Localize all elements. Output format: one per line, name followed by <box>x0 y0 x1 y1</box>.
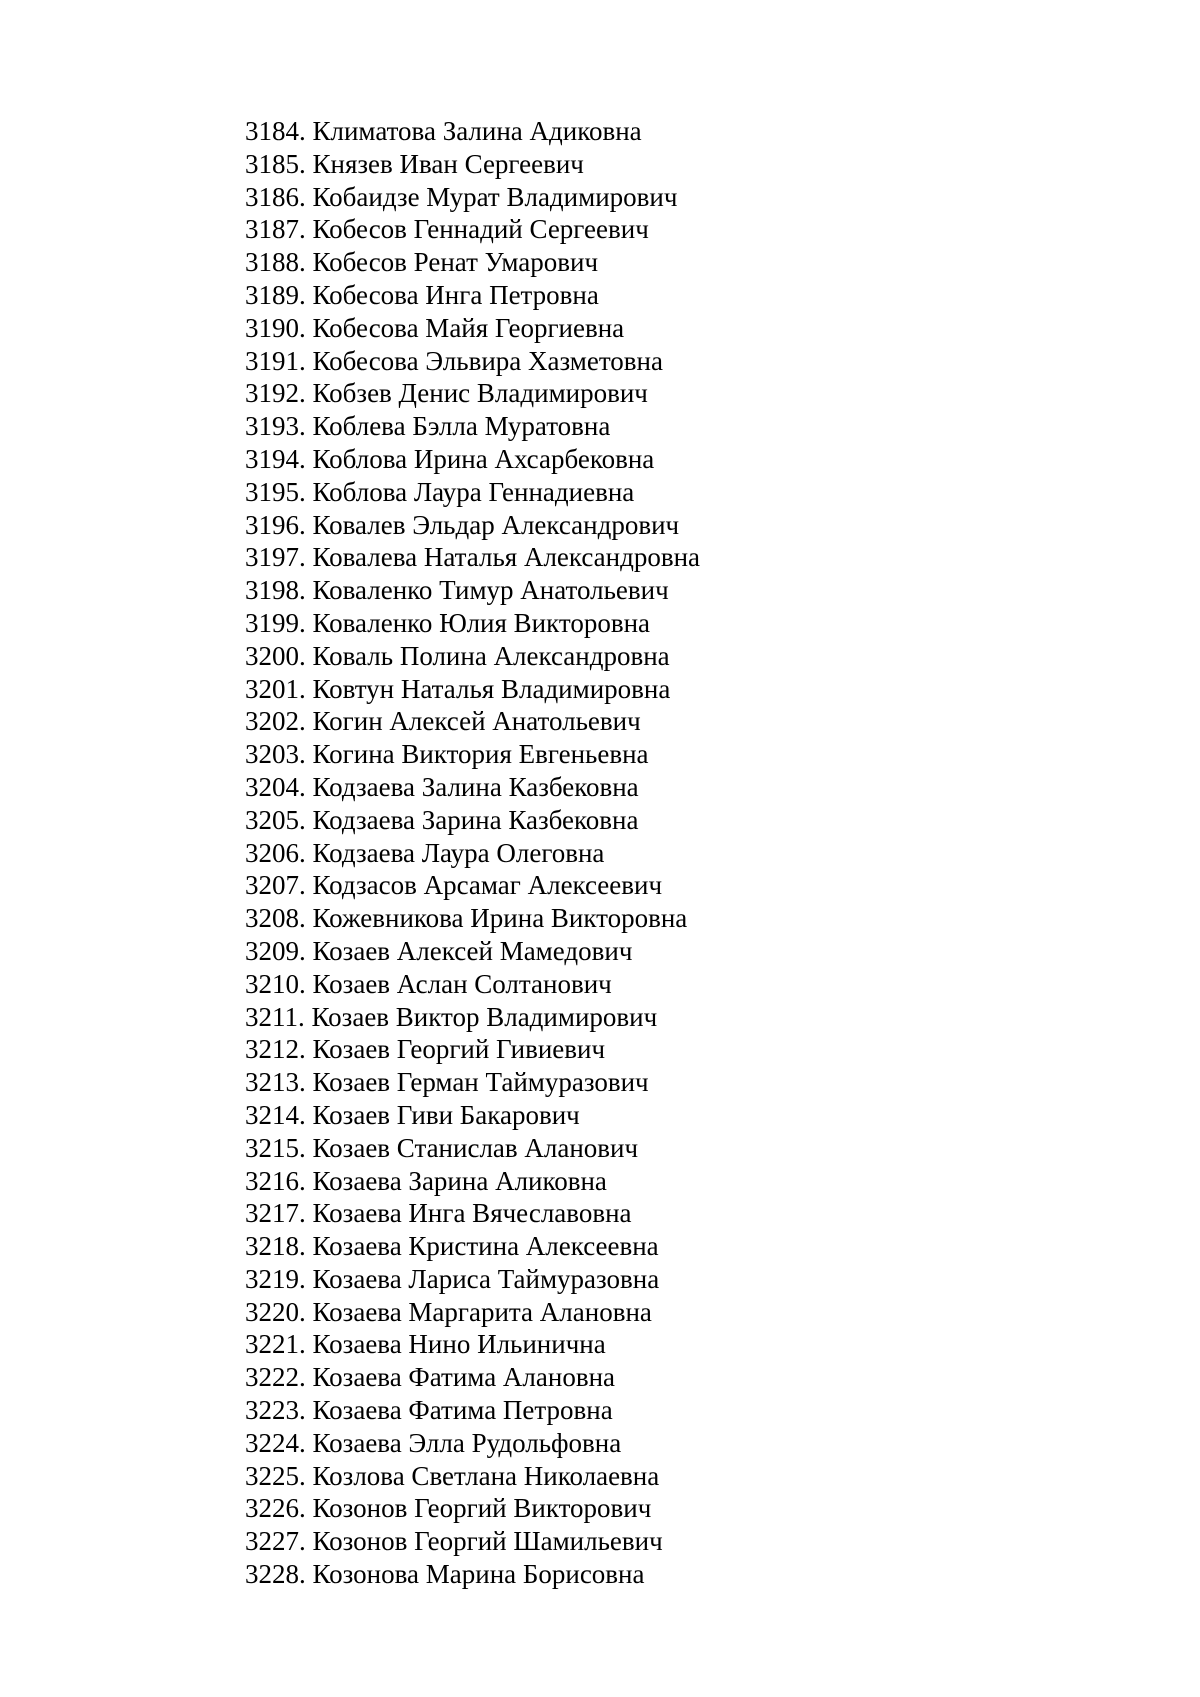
list-item <box>245 509 700 542</box>
entry-name: Кобесов Ренат Умарович <box>312 247 599 278</box>
entry-name: Козонов Георгий Викторович <box>312 1493 652 1524</box>
entry-name: Козонов Георгий Шамильевич <box>312 1526 663 1557</box>
entry-number: 3217. <box>245 1198 306 1229</box>
entry-name: Козонова Марина Борисовна <box>312 1559 645 1590</box>
entry-number: 3207. <box>245 870 306 901</box>
entry-name: Козаев Алексей Мамедович <box>312 935 633 966</box>
list-item <box>245 705 700 738</box>
entry-number: 3223. <box>245 1395 306 1426</box>
entry-name: Козаев Станислав Аланович <box>312 1132 639 1163</box>
entry-number: 3196. <box>245 509 306 540</box>
entry-name: Козаев Аслан Солтанович <box>312 968 612 999</box>
list-item <box>245 935 700 968</box>
entry-name: Коблова Лаура Геннадиевна <box>312 476 635 507</box>
entry-number: 3186. <box>245 181 306 212</box>
entry-name: Когина Виктория Евгеньевна <box>312 739 649 770</box>
entry-name: Козаева Кристина Алексеевна <box>312 1231 659 1262</box>
list-item <box>245 640 700 673</box>
entry-name: Козаев Гиви Бакарович <box>312 1099 580 1130</box>
entry-number: 3209. <box>245 935 306 966</box>
list-item <box>245 673 700 706</box>
entry-name: Князев Иван Сергеевич <box>312 148 584 179</box>
entry-number: 3210. <box>245 968 306 999</box>
entry-name: Козаева Зарина Аликовна <box>312 1165 607 1196</box>
entry-name: Климатова Залина Адиковна <box>312 116 642 146</box>
entry-number: 3189. <box>245 279 306 310</box>
entry-number: 3216. <box>245 1165 306 1196</box>
list-item <box>245 1394 700 1427</box>
list-item <box>245 804 700 837</box>
entry-name: Кобаидзе Мурат Владимирович <box>312 181 678 212</box>
entry-name: Коваленко Юлия Викторовна <box>312 607 651 638</box>
entry-name: Когин Алексей Анатольевич <box>312 706 641 737</box>
list-item <box>245 213 700 246</box>
list-item <box>245 541 700 574</box>
entry-number: 3222. <box>245 1362 306 1393</box>
entry-name: Кодзаева Залина Казбековна <box>312 771 639 802</box>
entry-number: 3184. <box>245 116 306 146</box>
list-item <box>245 1558 700 1591</box>
entry-number: 3191. <box>245 345 306 376</box>
entry-number: 3206. <box>245 837 306 868</box>
entry-number: 3218. <box>245 1231 306 1262</box>
list-item <box>245 1328 700 1361</box>
list-item <box>245 312 700 345</box>
list-item <box>245 1296 700 1329</box>
list-item <box>245 1492 700 1525</box>
entry-name: Коблова Ирина Ахсарбековна <box>312 443 655 474</box>
entry-number: 3208. <box>245 903 306 934</box>
entry-name: Козаева Маргарита Алановна <box>312 1296 652 1327</box>
entry-name: Коваль Полина Александровна <box>312 640 670 671</box>
entry-number: 3193. <box>245 411 306 442</box>
entry-number: 3197. <box>245 542 306 573</box>
entry-number: 3202. <box>245 706 306 737</box>
entry-number: 3212. <box>245 1034 306 1065</box>
entry-number: 3228. <box>245 1559 306 1590</box>
entry-number: 3204. <box>245 771 306 802</box>
entry-name: Кобесова Эльвира Хазметовна <box>312 345 663 376</box>
entry-name: Кодзасов Арсамаг Алексеевич <box>312 870 663 901</box>
list-item <box>245 1230 700 1263</box>
list-item <box>245 1099 700 1132</box>
entry-number: 3187. <box>245 214 306 245</box>
entry-number: 3185. <box>245 148 306 179</box>
list-item <box>245 181 700 214</box>
entry-name: Козаева Фатима Петровна <box>312 1395 613 1426</box>
entry-number: 3200. <box>245 640 306 671</box>
entry-name: Козаева Фатима Алановна <box>312 1362 616 1393</box>
entry-name: Козаева Нино Ильинична <box>312 1329 606 1360</box>
list-item <box>245 607 700 640</box>
entry-name: Козаева Инга Вячеславовна <box>312 1198 632 1229</box>
list-item <box>245 837 700 870</box>
entry-name: Кобесова Майя Георгиевна <box>312 312 625 343</box>
list-item <box>245 1460 700 1493</box>
entry-name: Кодзаева Лаура Олеговна <box>312 837 605 868</box>
list-item <box>245 1361 700 1394</box>
entry-number: 3201. <box>245 673 306 704</box>
entry-number: 3188. <box>245 247 306 278</box>
list-item <box>245 279 700 312</box>
entry-number: 3192. <box>245 378 306 409</box>
entry-number: 3221. <box>245 1329 306 1360</box>
entry-number: 3205. <box>245 804 306 835</box>
list-item <box>245 443 700 476</box>
entry-number: 3225. <box>245 1460 306 1491</box>
list-item <box>245 738 700 771</box>
entry-name: Кодзаева Зарина Казбековна <box>312 804 639 835</box>
list-item <box>245 1197 700 1230</box>
entry-name: Кобесова Инга Петровна <box>312 279 599 310</box>
entry-name: Ковтун Наталья Владимировна <box>312 673 671 704</box>
list-item <box>245 1263 700 1296</box>
entry-number: 3195. <box>245 476 306 507</box>
entry-name: Кобесов Геннадий Сергеевич <box>312 214 649 245</box>
list-item <box>245 1525 700 1558</box>
list-item <box>245 902 700 935</box>
entry-number: 3198. <box>245 575 306 606</box>
list-item <box>245 1165 700 1198</box>
list-item <box>245 115 700 148</box>
entry-number: 3224. <box>245 1427 306 1458</box>
entry-number: 3211. <box>245 1001 305 1032</box>
list-item <box>245 410 700 443</box>
list-item <box>245 476 700 509</box>
list-item <box>245 246 700 279</box>
entry-number: 3227. <box>245 1526 306 1557</box>
entry-number: 3194. <box>245 443 306 474</box>
entry-name: Козаева Элла Рудольфовна <box>312 1427 622 1458</box>
entry-name: Кобзев Денис Владимирович <box>312 378 648 409</box>
entry-number: 3199. <box>245 607 306 638</box>
entry-number: 3226. <box>245 1493 306 1524</box>
entry-number: 3219. <box>245 1263 306 1294</box>
entry-name: Кожевникова Ирина Викторовна <box>312 903 688 934</box>
entry-number: 3215. <box>245 1132 306 1163</box>
entry-number: 3203. <box>245 739 306 770</box>
entry-name: Козаева Лариса Таймуразовна <box>312 1263 660 1294</box>
list-item <box>245 1132 700 1165</box>
entry-name: Коваленко Тимур Анатольевич <box>312 575 669 606</box>
list-item <box>245 1066 700 1099</box>
list-item <box>245 1033 700 1066</box>
list-item <box>245 1427 700 1460</box>
list-item <box>245 968 700 1001</box>
list-item <box>245 377 700 410</box>
entry-number: 3190. <box>245 312 306 343</box>
entry-name: Козлова Светлана Николаевна <box>312 1460 660 1491</box>
entry-number: 3220. <box>245 1296 306 1327</box>
list-item <box>245 869 700 902</box>
list-item <box>245 345 700 378</box>
entry-number: 3214. <box>245 1099 306 1130</box>
entry-name: Ковалева Наталья Александровна <box>312 542 701 573</box>
name-list <box>245 115 700 1591</box>
list-item <box>245 771 700 804</box>
entry-name: Козаев Виктор Владимирович <box>311 1001 658 1032</box>
entry-name: Коблева Бэлла Муратовна <box>312 411 611 442</box>
entry-name: Козаев Герман Таймуразович <box>312 1067 649 1098</box>
list-item <box>245 148 700 181</box>
list-item <box>245 1001 700 1034</box>
entry-number: 3213. <box>245 1067 306 1098</box>
entry-name: Козаев Георгий Гивиевич <box>312 1034 606 1065</box>
entry-name: Ковалев Эльдар Александрович <box>312 509 680 540</box>
list-item <box>245 574 700 607</box>
